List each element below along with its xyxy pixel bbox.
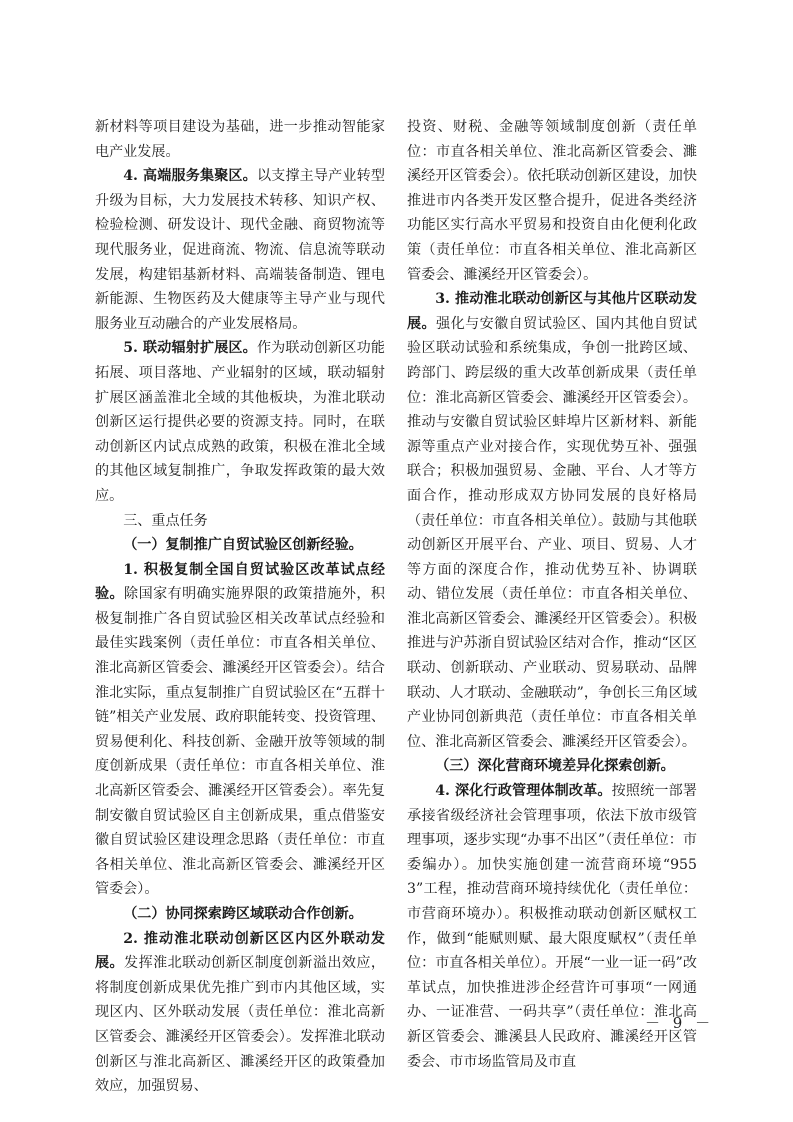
item-body: 作为联动创新区功能拓展、项目落地、产业辐射的区域，联动辐射扩展区涵盖淮北全域的其他板块，为淮北联动创新区运行提供必要的资源支持。同时，在联动创新区内试点成熟的政策，积极在淮北全域的其他区域复制推广，争取发挥政策的最大效应。: [95, 340, 386, 504]
item-body: 强化与安徽自贸试验区、国内其他自贸试验区联动试验和系统集成，争创一批跨区域、跨部门、跨层级的重大改革创新成果（责任单位：淮北高新区管委会、濉溪经开区管委会）。推动与安徽自贸试验区蚌埠片区新材料、新能源等重点产业对接合作，实现优势互补、强强联合；积极加强贸易、金融、平台、人才等方面合作，推动形成双方协同发展的良好格局（责任单位：市直各相关单位）。鼓励与其他联动创新区开展平台、产业、项目、贸易、人才等方面的深度合作，推动优势互补、协调联动、错位发展（责任单位：市直各相关单位、淮北高新区管委会、濉溪经开区管委会）。积极推进与沪苏浙自贸试验区结对合作，推动“区区联动、创新联动、产业联动、贸易联动、品牌联动、人才联动、金融联动”，争创长三角区域产业协同创新典范（责任单位：市直各相关单位、淮北高新区管委会、濉溪经开区管委会）。: [407, 315, 698, 750]
item-heading: 3. 推动淮北联动创新区与其他片区联动发展。: [407, 291, 697, 332]
paragraph: [95, 336, 385, 508]
paragraph: [95, 927, 385, 1099]
item-heading: 1. 积极复制全国自贸试验区改革试点经验。: [95, 561, 385, 603]
item-body: 发挥淮北联动创新区制度创新溢出效应，将制度创新成果优先推广到市内其他区域，实现区内、区外联动发展（责任单位：淮北高新区管委会、濉溪经开区管委会）。发挥淮北联动创新区与淮北高新区、濉溪经开区的政策叠加效应，加强贸易、: [95, 955, 386, 1095]
item-heading: 5. 联动辐射扩展区。: [123, 340, 257, 357]
paragraph: 投资、财税、金融等领域制度创新（责任单位：市直各相关单位、淮北高新区管委会、濉溪经开区管委会）。依托联动创新区建设，加快推进市内各类开发区整合提升，促进各类经济功能区实行高水平贸易和投资自由化便利化政策（责任单位：市直各相关单位、淮北高新区管委会、濉溪经开区管委会）。: [407, 119, 697, 283]
item-body: 以支撑主导产业转型升级为目标，大力发展技术转移、知识产权、检验检测、研发设计、现代金融、商贸物流等现代服务业，促进商流、物流、信息流等联动发展，构建铝基新材料、高端装备制造、锂电新能源、生物医药及大健康等主导产业与现代服务业互动融合的产业发展格局。: [95, 168, 386, 332]
item-body: 按照统一部署承接省级经济社会管理事项，依法下放市级管理事项，逐步实现“办事不出区”（责任单位：市委编办）。加快实施创建一流营商环境“9553”工程，推动营商环境持续优化（责任单位：市营商环境办）。积极推动联动创新区赋权工作，做到“能赋则赋、最大限度赋权”（责任单位：市直各相关单位）。开展“一业一证一码”改革试点，加快推进涉企经营许可事项“一网通办、一证准营、一码共享”（责任单位：淮北高新区管委会、濉溪县人民政府、濉溪经开区管委会、市市场监管局及市直: [407, 783, 697, 1070]
item-heading: 4. 高端服务集聚区。: [123, 168, 257, 185]
subsection-heading: （二）协同探索跨区域联动合作创新。: [123, 906, 363, 922]
subsection-heading: （三）深化营商环境差异化探索创新。: [435, 758, 675, 775]
paragraph: [407, 287, 697, 754]
subsection-heading: （一）复制推广自贸试验区创新经验。: [123, 537, 363, 554]
item-heading: 4. 深化行政管理体制改革。: [435, 783, 612, 800]
paragraph: [95, 558, 385, 902]
page-number: － 9 －: [645, 1014, 715, 1032]
right-column: [407, 115, 697, 1074]
left-column: [95, 115, 385, 1099]
paragraph: 新材料等项目建设为基础，进一步推动智能家电产业发展。: [95, 119, 385, 160]
item-body: 除国家有明确实施界限的政策措施外，积极复制推广各自贸试验区相关改革试点经验和最佳实践案例（责任单位：市直各相关单位、淮北高新区管委会、濉溪经开区管委会）。结合淮北实际，重点复制推广自贸试验区在“五群十链”相关产业发展、政府职能转变、投资管理、贸易便利化、科技创新、金融开放等领域的制度创新成果（责任单位：市直各相关单位、淮北高新区管委会、濉溪经开区管委会）。率先复制安徽自贸试验区自主创新成果，重点借鉴安徽自贸试验区建设理念思路（责任单位：市直各相关单位、淮北高新区管委会、濉溪经开区管委会）。: [95, 586, 386, 898]
paragraph: [95, 164, 385, 336]
item-heading: 2. 推动淮北联动创新区区内区外联动发展。: [95, 930, 385, 972]
section-heading: 三、重点任务: [123, 512, 208, 529]
